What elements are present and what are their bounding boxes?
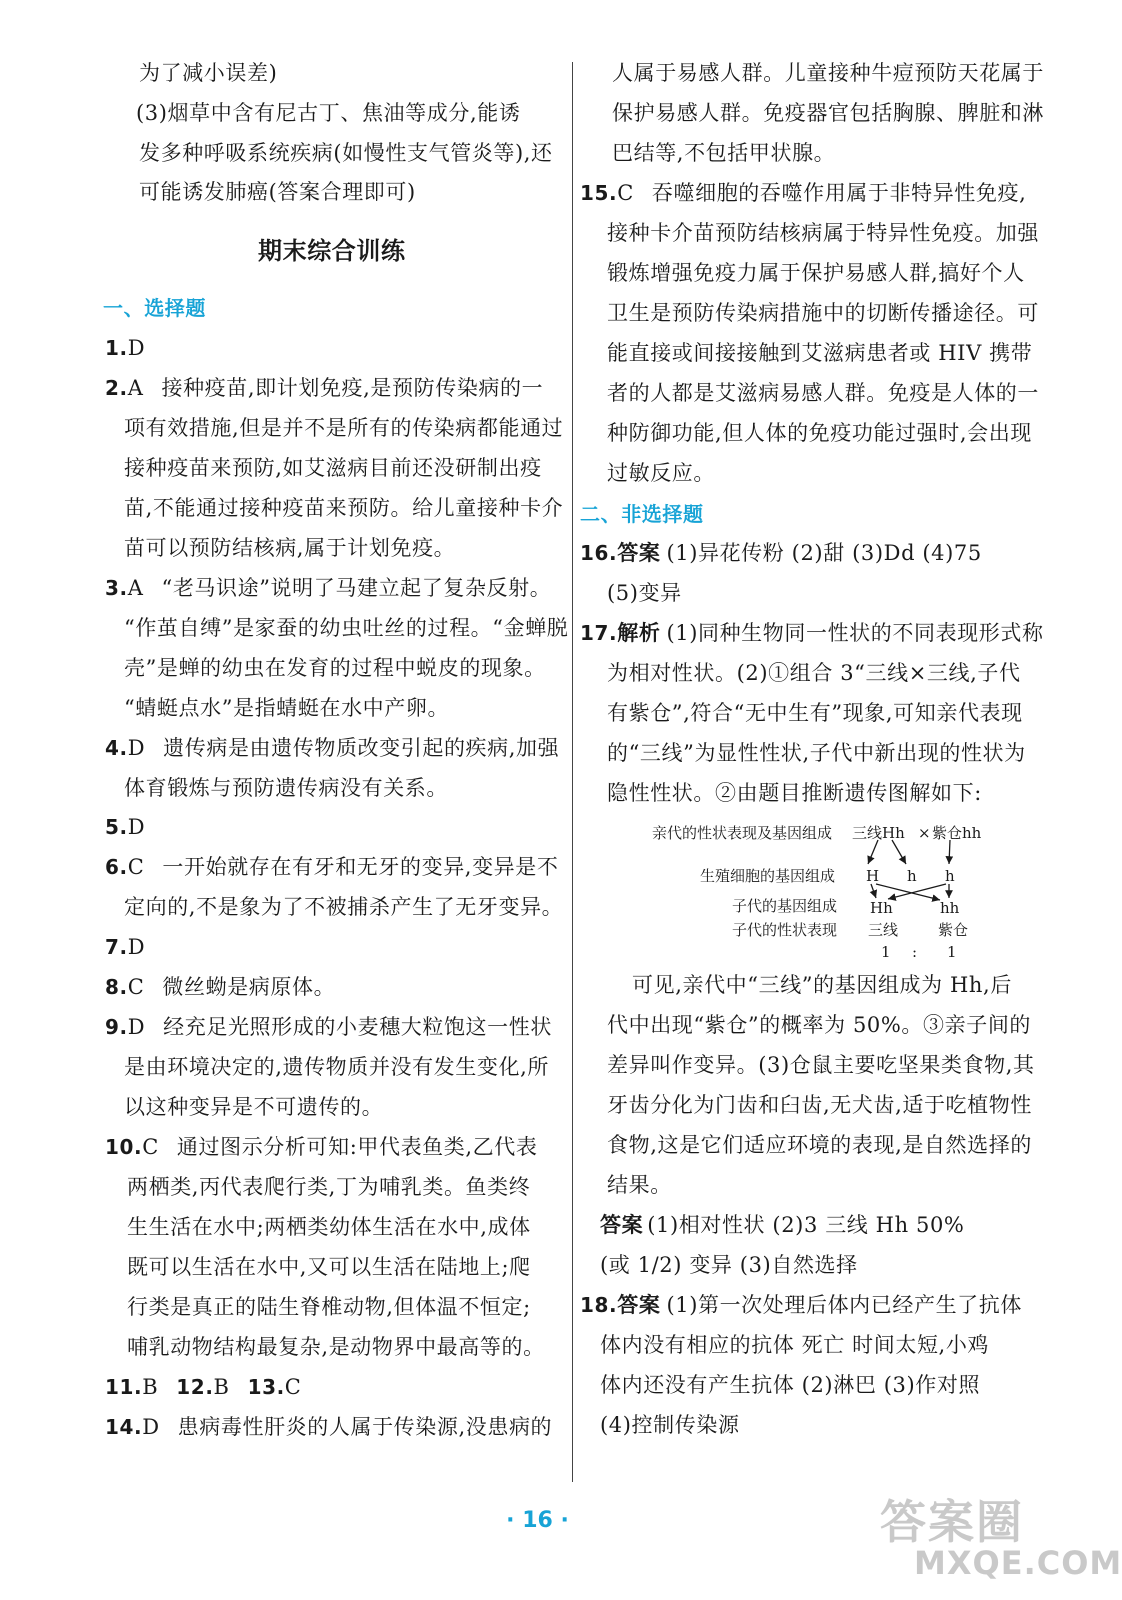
answer-letter: A: [127, 576, 144, 600]
arrow: [868, 840, 878, 864]
answer-tag: 答案: [617, 1293, 661, 1317]
question-number: 13.: [247, 1375, 285, 1399]
cross-symbol: ×: [918, 824, 931, 842]
text-line: 行类是真正的陆生脊椎动物,但体温不恒定;: [127, 1295, 531, 1319]
text-line: 苗可以预防结核病,属于计划免疫。: [124, 536, 456, 560]
text-line: (5)变异: [607, 581, 682, 605]
text-line: 体内没有相应的抗体 死亡 时间太短,小鸡: [600, 1333, 990, 1357]
question-number: 17.: [580, 621, 618, 645]
answer-tag: 答案: [617, 541, 661, 565]
question-number: 2.: [105, 376, 128, 400]
answer-letter: B: [213, 1375, 230, 1399]
text-line: 接种卡介苗预防结核病属于特异性免疫。加强: [607, 221, 1039, 245]
answer-item: [105, 1372, 301, 1402]
question-number: 14.: [105, 1415, 143, 1439]
answer-item: [580, 618, 1044, 648]
answer-item: [105, 972, 335, 1002]
explanation-text: (1)同种生物同一性状的不同表现形式称: [666, 621, 1044, 645]
diagram-row-label: 亲代的性状表现及基因组成: [652, 824, 833, 842]
watermark-url: MXQE.COM: [914, 1544, 1122, 1582]
answer-item: [105, 733, 559, 763]
text-line: 人属于易感人群。儿童接种牛痘预防天花属于: [612, 61, 1044, 85]
answer-letter: C: [284, 1375, 302, 1399]
text-line: 两栖类,丙代表爬行类,丁为哺乳类。鱼类终: [127, 1175, 531, 1199]
text-line: “作茧自缚”是家蚕的幼虫吐丝的过程。“金蝉脱: [124, 616, 569, 640]
answer-letter: C: [127, 975, 145, 999]
explanation-text: 接种疫苗,即计划免疫,是预防传染病的一: [161, 376, 544, 400]
section-heading-choice: 一、选择题: [103, 296, 206, 320]
answer-item: [105, 812, 145, 842]
text-line: 卫生是预防传染病措施中的切断传播途径。可: [607, 301, 1039, 325]
answer-letter: C: [127, 855, 145, 879]
text-line: 生生活在水中;两栖类幼体生活在水中,成体: [127, 1215, 531, 1239]
answer-letter: D: [127, 1015, 146, 1039]
section-heading-nonchoice: 二、非选择题: [580, 502, 704, 526]
text-line: 为相对性状。(2)①组合 3“三线×三线,子代: [607, 661, 1021, 685]
text-line: (3)烟草中含有尼古丁、焦油等成分,能诱: [136, 101, 521, 125]
text-line: (4)控制传染源: [600, 1413, 740, 1437]
offspring-phenotype: 紫仓: [938, 921, 969, 939]
ratio-value: 1: [947, 943, 957, 961]
arrow: [949, 840, 950, 864]
text-line: 巴结等,不包括甲状腺。: [612, 141, 836, 165]
text-line: 发多种呼吸系统疾病(如慢性支气管炎等),还: [139, 141, 553, 165]
question-number: 6.: [105, 855, 128, 879]
diagram-row-label: 子代的基因组成: [732, 897, 838, 915]
answer-item: [580, 538, 982, 568]
text-line: 壳”是蝉的幼虫在发育的过程中蜕皮的现象。: [124, 656, 546, 680]
explanation-text: 一开始就存在有牙和无牙的变异,变异是不: [162, 855, 559, 879]
analysis-tag: 解析: [617, 621, 661, 645]
text-line: 能直接或间接接触到艾滋病患者或 HIV 携带: [607, 341, 1033, 365]
answer-item: [105, 852, 558, 882]
answer-letter: D: [127, 336, 146, 360]
text-line: 定向的,不是象为了不被捕杀产生了无牙变异。: [124, 895, 564, 919]
gamete: h: [907, 867, 917, 885]
answer-item: [105, 1012, 552, 1042]
answer-item: [105, 333, 145, 363]
question-number: 7.: [105, 935, 128, 959]
answer-letter: A: [127, 376, 144, 400]
text-line: 牙齿分化为门齿和臼齿,无犬齿,适于吃植物性: [607, 1093, 1032, 1117]
offspring-genotype: Hh: [870, 899, 893, 917]
text-line: 差异叫作变异。(3)仓鼠主要吃坚果类食物,其: [607, 1053, 1035, 1077]
genetic-cross-diagram: [640, 818, 1040, 968]
explanation-text: 微丝蚴是病原体。: [162, 975, 336, 999]
arrow: [871, 884, 876, 898]
diagram-row-label: 子代的性状表现: [732, 921, 838, 939]
answer-tag: 答案: [600, 1213, 644, 1237]
parent-genotype: 紫仓hh: [932, 824, 982, 842]
text-line: 锻炼增强免疫力属于保护易感人群,搞好个人: [607, 261, 1025, 285]
answer-item: [105, 373, 543, 403]
offspring-genotype: hh: [940, 899, 960, 917]
answer-item: [105, 1412, 552, 1442]
question-number: 3.: [105, 576, 128, 600]
answer-letter: D: [142, 1415, 160, 1439]
question-number: 5.: [105, 815, 128, 839]
text-line: 有紫仓”,符合“无中生有”现象,可知亲代表现: [607, 701, 1023, 725]
text-line: 代中出现“紫仓”的概率为 50%。③亲子间的: [607, 1013, 1032, 1037]
question-number: 12.: [176, 1375, 214, 1399]
answer-item: [580, 1290, 1022, 1320]
question-number: 15.: [580, 181, 618, 205]
answer-item: [105, 1132, 537, 1162]
ratio-value: 1: [881, 943, 891, 961]
ratio-colon: :: [912, 943, 918, 961]
question-number: 10.: [105, 1135, 143, 1159]
gamete: h: [945, 867, 955, 885]
answer-letter: D: [127, 736, 146, 760]
explanation-text: “老马识途”说明了马建立起了复杂反射。: [161, 576, 552, 600]
answer-item: [580, 178, 1026, 208]
question-number: 18.: [580, 1293, 618, 1317]
text-line: 是由环境决定的,遗传物质并没有发生变化,所: [124, 1055, 549, 1079]
watermark-logo: [872, 1486, 1122, 1591]
text-line: 接种疫苗来预防,如艾滋病目前还没研制出疫: [124, 456, 542, 480]
text-line: 体育锻炼与预防遗传病没有关系。: [124, 776, 448, 800]
text-line: 保护易感人群。免疫器官包括胸腺、脾脏和淋: [612, 101, 1044, 125]
answer-text: (1)相对性状 (2)3 三线 Hh 50%: [647, 1213, 965, 1237]
explanation-text: 通过图示分析可知:甲代表鱼类,乙代表: [176, 1135, 538, 1159]
explanation-text: 经充足光照形成的小麦穗大粒饱这一性状: [163, 1015, 552, 1039]
offspring-phenotype: 三线: [868, 921, 899, 939]
text-line: 哺乳动物结构最复杂,是动物界中最高等的。: [127, 1335, 545, 1359]
diagram-row-label: 生殖细胞的基因组成: [700, 867, 836, 885]
column-divider: [572, 62, 573, 1482]
explanation-text: 遗传病是由遗传物质改变引起的疾病,加强: [163, 736, 560, 760]
question-number: 9.: [105, 1015, 128, 1039]
arrow: [888, 884, 946, 899]
text-line: 的“三线”为显性性状,子代中新出现的性状为: [607, 741, 1026, 765]
explanation-text: 患病毒性肝炎的人属于传染源,没患病的: [177, 1415, 553, 1439]
answer-letter: C: [617, 181, 634, 205]
text-line: 既可以生活在水中,又可以生活在陆地上;爬: [127, 1255, 531, 1279]
text-line: 者的人都是艾滋病易感人群。免疫是人体的一: [607, 381, 1039, 405]
text-line: 体内还没有产生抗体 (2)淋巴 (3)作对照: [600, 1373, 981, 1397]
text-line: 以这种变异是不可遗传的。: [124, 1095, 384, 1119]
answer-item: [105, 573, 551, 603]
question-number: 4.: [105, 736, 128, 760]
section-title: 期末综合训练: [258, 237, 406, 265]
text-line: 过敏反应。: [607, 461, 715, 485]
question-number: 16.: [580, 541, 618, 565]
text-line: 隐性性状。②由题目推断遗传图解如下:: [607, 781, 982, 805]
text-line: (或 1/2) 变异 (3)自然选择: [600, 1253, 858, 1277]
gamete: H: [866, 867, 880, 885]
answer-text: (1)异花传粉 (2)甜 (3)Dd (4)75: [666, 541, 982, 565]
answer-letter: B: [142, 1375, 159, 1399]
text-line: 食物,这是它们适应环境的表现,是自然选择的: [607, 1133, 1032, 1157]
explanation-text: 吞噬细胞的吞噬作用属于非特异性免疫,: [651, 181, 1027, 205]
text-line: 可见,亲代中“三线”的基因组成为 Hh,后: [632, 973, 1012, 997]
arrow: [892, 840, 906, 864]
answer-item: [105, 932, 145, 962]
parent-genotype: 三线Hh: [852, 824, 905, 842]
text-line: 为了减小误差): [139, 61, 278, 85]
text-line: 项有效措施,但是并不是所有的传染病都能通过: [124, 416, 564, 440]
text-line: 种防御功能,但人体的免疫功能过强时,会出现: [607, 421, 1032, 445]
answer-item: [600, 1210, 964, 1240]
text-line: 结果。: [607, 1173, 672, 1197]
watermark-text: 答案圈: [880, 1495, 1024, 1549]
answer-letter: C: [142, 1135, 159, 1159]
page-number: · 16 ·: [506, 1508, 569, 1533]
text-line: 可能诱发肺癌(答案合理即可): [139, 180, 416, 204]
answer-letter: D: [127, 935, 146, 959]
question-number: 8.: [105, 975, 128, 999]
answer-letter: D: [127, 815, 146, 839]
question-number: 11.: [105, 1375, 143, 1399]
question-number: 1.: [105, 336, 128, 360]
answer-text: (1)第一次处理后体内已经产生了抗体: [666, 1293, 1022, 1317]
text-line: “蜻蜓点水”是指蜻蜓在水中产卵。: [124, 696, 450, 720]
text-line: 苗,不能通过接种疫苗来预防。给儿童接种卡介: [124, 496, 564, 520]
